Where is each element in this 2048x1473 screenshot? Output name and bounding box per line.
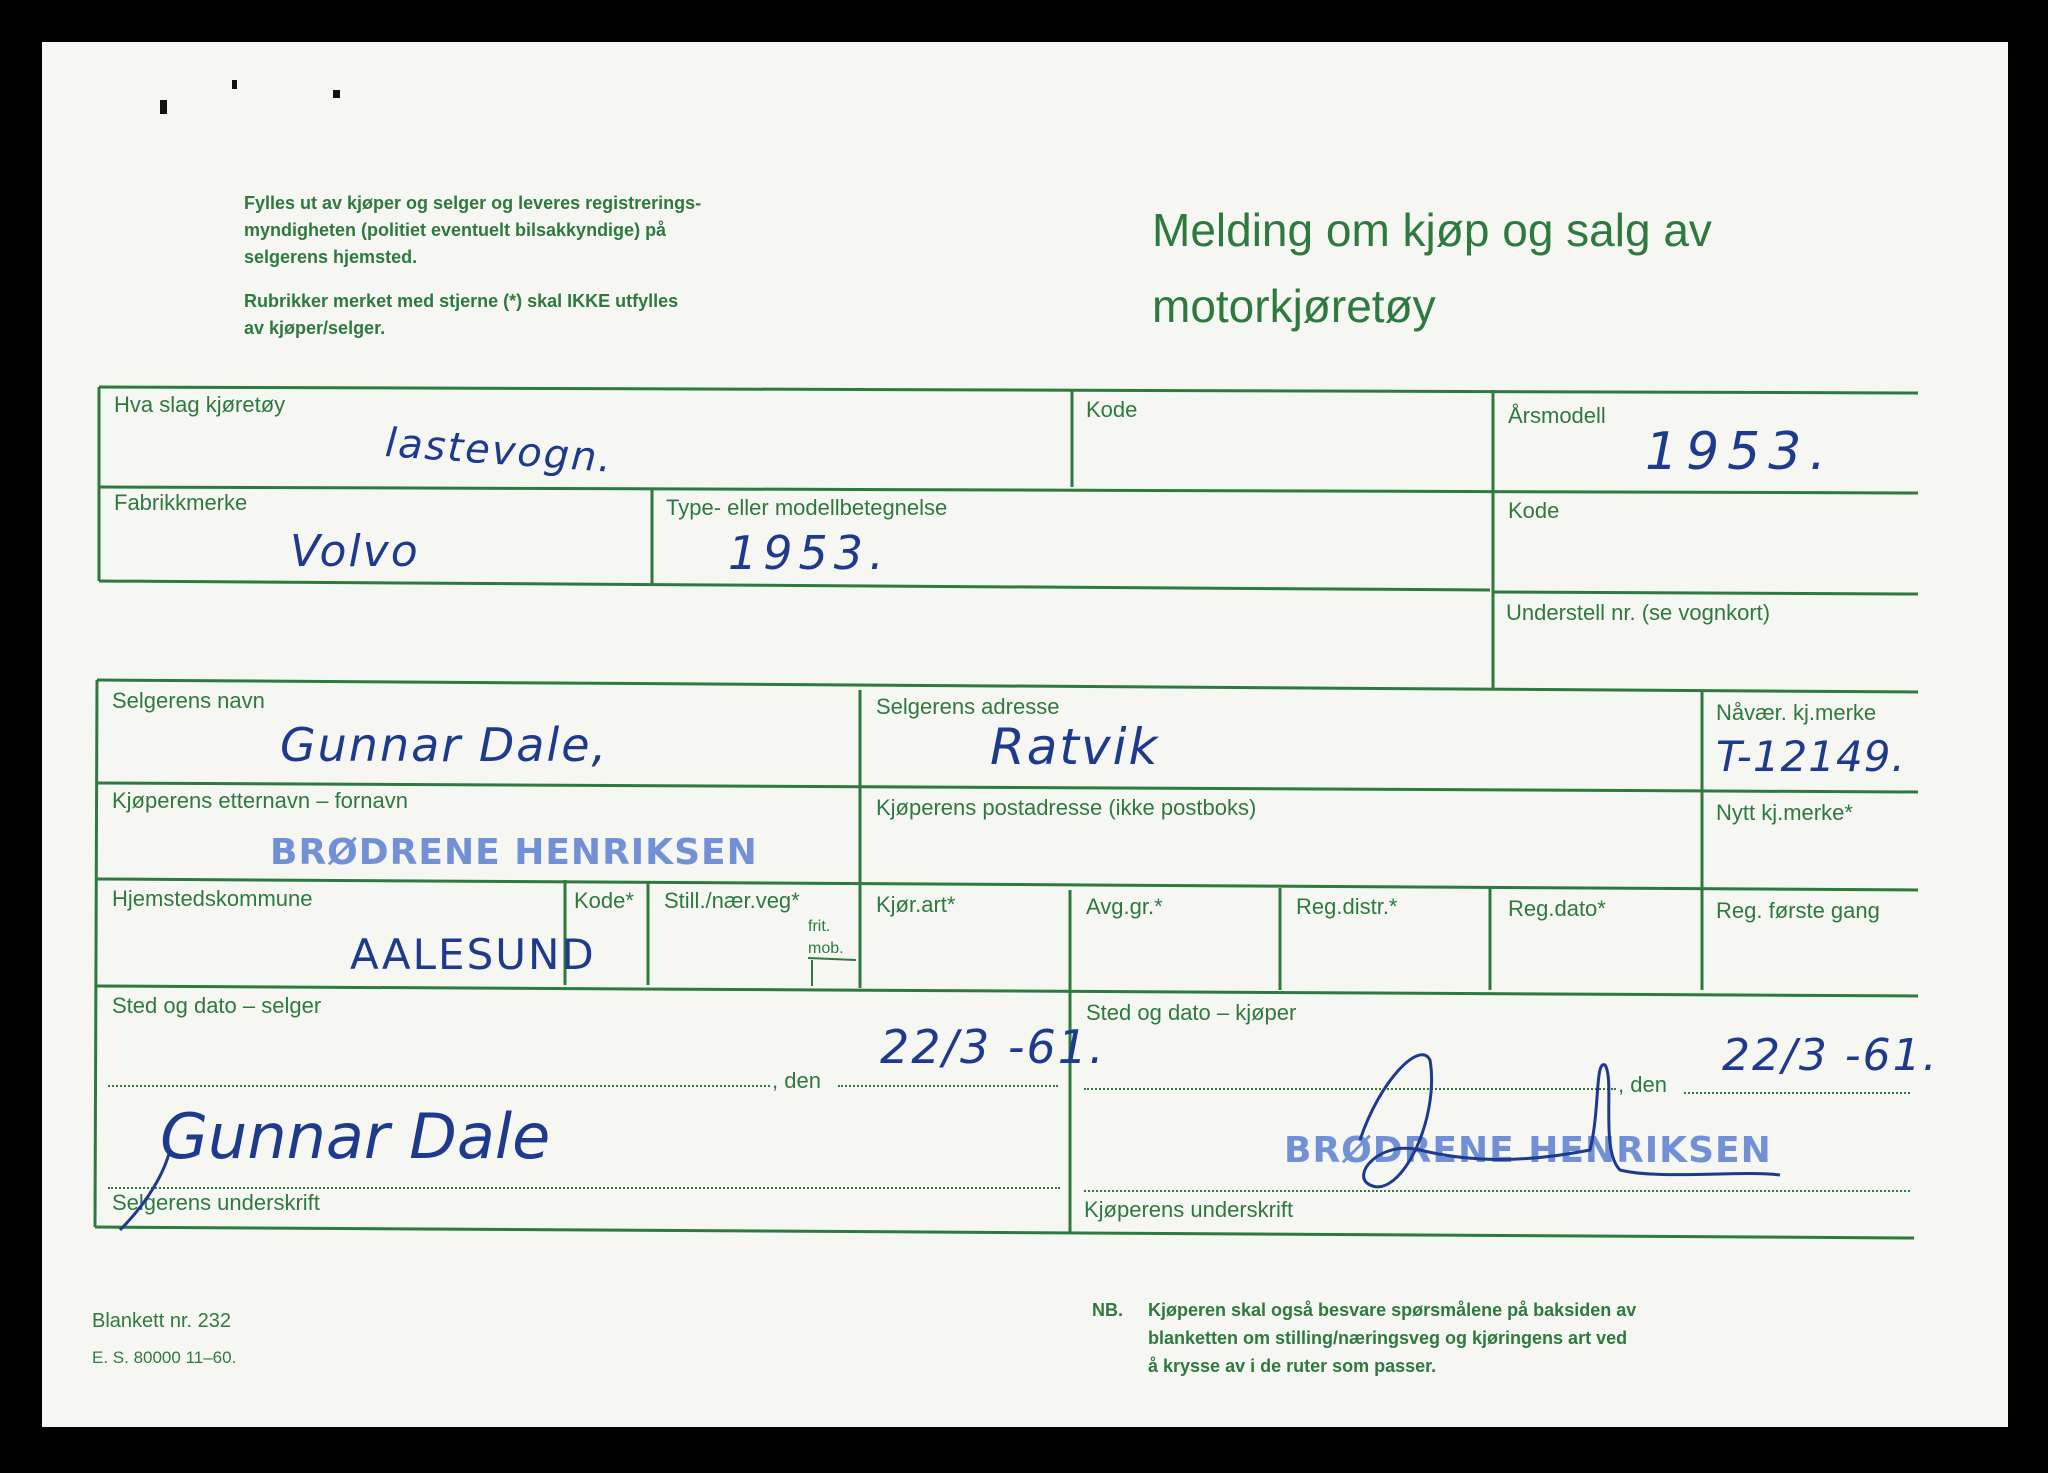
seller-place-date-label: Sted og dato – selger bbox=[112, 993, 322, 1018]
buyer-name-stamp: BRØDRENE HENRIKSEN bbox=[270, 832, 758, 873]
occupation-free-label: frit. bbox=[808, 918, 831, 935]
municipality-label: Hjemstedskommune bbox=[112, 886, 313, 911]
seller-date-value[interactable]: 22/3 -61. bbox=[880, 1020, 1106, 1074]
code-label: Kode bbox=[1086, 397, 1138, 422]
reg-district-label: Reg.distr.* bbox=[1296, 894, 1398, 919]
chassis-label: Understell nr. (se vognkort) bbox=[1506, 600, 1771, 625]
occupation-mob-label: mob. bbox=[808, 940, 844, 957]
buyer-address-label: Kjøperens postadresse (ikke postboks) bbox=[876, 795, 1257, 820]
driving-type-label: Kjør.art* bbox=[876, 892, 956, 917]
new-plate-label: Nytt kj.merke* bbox=[1716, 800, 1853, 825]
title-line: Melding om kjøp og salg av bbox=[1152, 204, 1712, 256]
instruction-line: Fylles ut av kjøper og selger og leveres registrerings- bbox=[244, 193, 702, 213]
occupation-label: Still./nær.veg* bbox=[664, 888, 800, 913]
current-plate-label: Nåvær. kj.merke bbox=[1716, 700, 1877, 725]
instruction-line: selgerens hjemsted. bbox=[244, 247, 418, 267]
vehicle-type-value[interactable]: lastevogn. bbox=[383, 420, 615, 482]
instruction-line: Rubrikker merket med stjerne (*) skal IKKE utfylles bbox=[244, 291, 679, 311]
code-star-label: Kode* bbox=[574, 888, 634, 913]
instruction-line: av kjøper/selger. bbox=[244, 318, 386, 338]
reg-date-label: Reg.dato* bbox=[1508, 896, 1606, 921]
buyer-den-label: , den bbox=[1618, 1072, 1667, 1097]
buyer-name-label: Kjøperens etternavn – fornavn bbox=[112, 788, 408, 813]
tax-group-label: Avg.gr.* bbox=[1086, 894, 1163, 919]
vehicle-type-label: Hva slag kjøretøy bbox=[114, 392, 286, 417]
nb-label: NB. bbox=[1092, 1300, 1123, 1320]
seller-signature-label: Selgerens underskrift bbox=[112, 1190, 320, 1215]
title-line: motorkjøretøy bbox=[1152, 280, 1436, 332]
municipality-value[interactable]: AALESUND bbox=[350, 930, 596, 979]
seller-address-label: Selgerens adresse bbox=[876, 694, 1060, 719]
buyer-signature-label: Kjøperens underskrift bbox=[1084, 1197, 1294, 1222]
instruction-line: myndigheten (politiet eventuelt bilsakkyndige) på bbox=[244, 220, 667, 240]
model-year-value[interactable]: 1953. bbox=[1645, 422, 1834, 482]
buyer-place-date-label: Sted og dato – kjøper bbox=[1086, 1000, 1297, 1025]
first-reg-label: Reg. første gang bbox=[1716, 898, 1880, 923]
nb-line: blanketten om stilling/næringsveg og kjøringens art ved bbox=[1148, 1328, 1628, 1348]
print-code: E. S. 80000 11–60. bbox=[92, 1348, 237, 1367]
code-label: Kode bbox=[1508, 498, 1560, 523]
seller-name-value[interactable]: Gunnar Dale, bbox=[280, 718, 609, 772]
seller-name-label: Selgerens navn bbox=[112, 688, 265, 713]
form-number: Blankett nr. 232 bbox=[92, 1310, 231, 1332]
buyer-signature-stamp: BRØDRENE HENRIKSEN bbox=[1284, 1130, 1772, 1171]
make-value[interactable]: Volvo bbox=[290, 526, 420, 577]
model-value[interactable]: 1953. bbox=[728, 526, 890, 580]
model-year-label: Årsmodell bbox=[1508, 403, 1606, 428]
model-label: Type- eller modellbetegnelse bbox=[666, 495, 948, 520]
make-label: Fabrikkmerke bbox=[114, 490, 248, 515]
seller-den-label: , den bbox=[772, 1068, 821, 1093]
seller-signature: Gunnar Dale bbox=[160, 1100, 551, 1173]
nb-line: Kjøperen skal også besvare spørsmålene på baksiden av bbox=[1148, 1300, 1637, 1320]
nb-note bbox=[1148, 1296, 1636, 1380]
current-plate-value[interactable]: T-12149. bbox=[1716, 732, 1906, 781]
seller-address-value[interactable]: Ratvik bbox=[990, 718, 1160, 776]
buyer-date-value[interactable]: 22/3 -61. bbox=[1722, 1030, 1939, 1081]
nb-line: å krysse av i de ruter som passer. bbox=[1148, 1356, 1437, 1376]
